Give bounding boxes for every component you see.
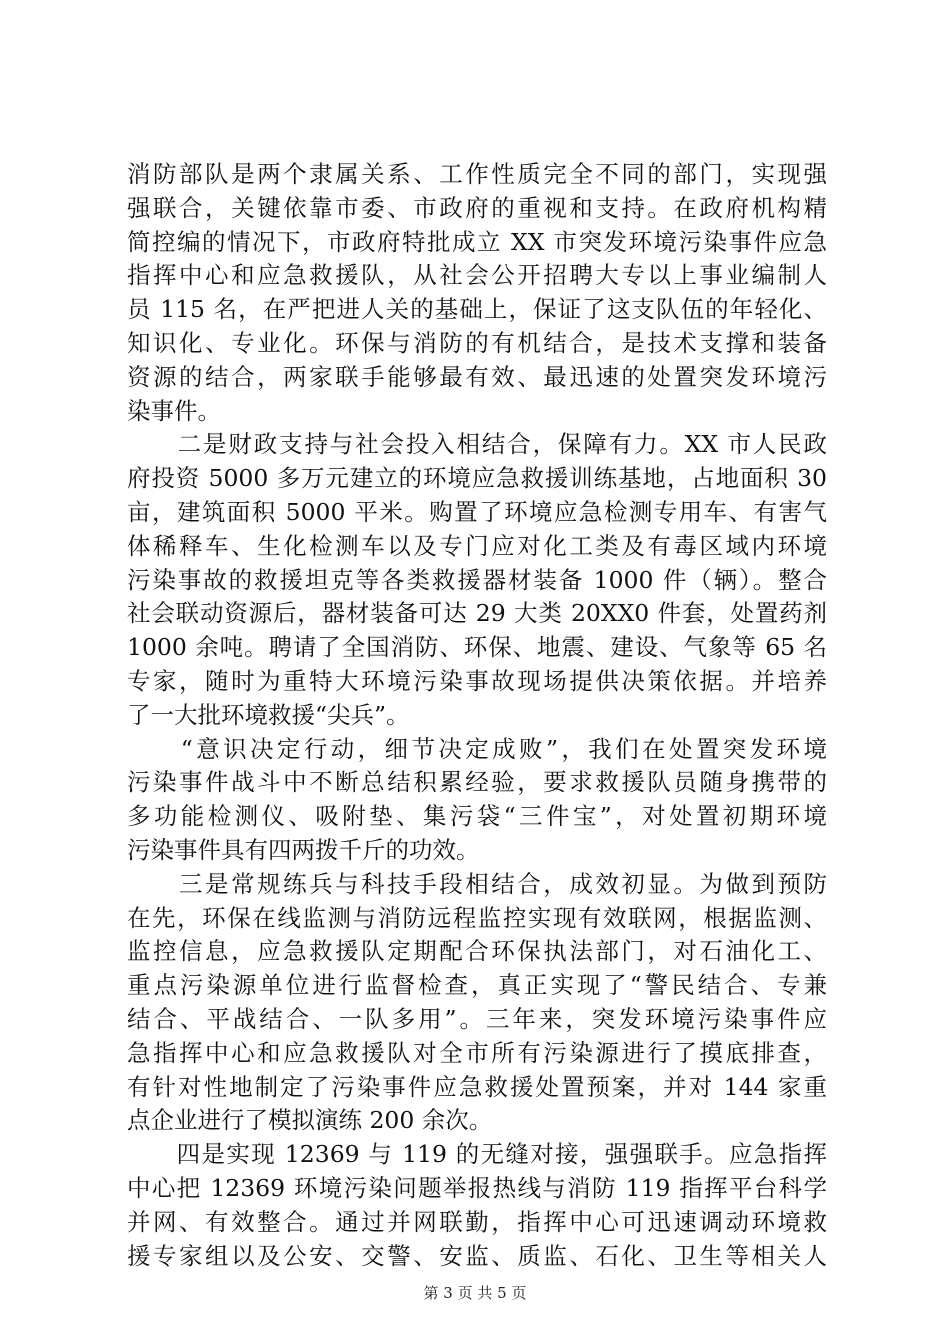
text-line: 并网、有效整合。通过并网联勤，指挥中心可迅速调动环境救 — [127, 1207, 827, 1236]
text-line: 专家，随时为重特大环境污染事故现场提供决策依据。并培养 — [127, 666, 827, 695]
text-line: 中心把 12369 环境污染问题举报热线与消防 119 指挥平台科学 — [127, 1173, 827, 1202]
text-line: 在先，环保在线监测与消防远程监控实现有效联网，根据监测、 — [127, 903, 827, 932]
text-line: 重点污染源单位进行监督检查，真正实现了“警民结合、专兼 — [127, 971, 827, 1000]
text-line: 强联合，关键依靠市委、市政府的重视和支持。在政府机构精 — [127, 193, 827, 222]
text-line: 监控信息，应急救援队定期配合环保执法部门，对石油化工、 — [127, 937, 827, 966]
text-line: 亩，建筑面积 5000 平米。购置了环境应急检测专用车、有害气 — [127, 497, 827, 526]
text-line: 污染事件具有四两拨千斤的功效。 — [127, 835, 480, 864]
text-line: 了一大批环境救援“尖兵”。 — [127, 700, 410, 729]
text-line: 体稀释车、生化检测车以及专门应对化工类及有毒区域内环境 — [127, 531, 827, 560]
text-line: 多功能检测仪、吸附垫、集污袋“三件宝”，对处置初期环境 — [127, 802, 827, 831]
text-line: 三是常规练兵与科技手段相结合，成效初显。为做到预防 — [127, 869, 827, 898]
text-line: 指挥中心和应急救援队，从社会公开招聘大专以上事业编制人 — [127, 261, 827, 290]
text-line: 资源的结合，两家联手能够最有效、最迅速的处置突发环境污 — [127, 362, 827, 391]
text-line: 结合、平战结合、一队多用”。三年来，突发环境污染事件应 — [127, 1004, 827, 1033]
text-line: 污染事件战斗中不断总结积累经验，要求救援队员随身携带的 — [127, 768, 827, 797]
text-line: 府投资 5000 多万元建立的环境应急救援训练基地，占地面积 30 — [127, 464, 827, 493]
text-line: 援专家组以及公安、交警、安监、质监、石化、卫生等相关人 — [127, 1241, 827, 1270]
text-line: 二是财政支持与社会投入相结合，保障有力。XX 市人民政 — [127, 430, 827, 459]
text-line: 有针对性地制定了污染事件应急救援处置预案，并对 144 家重 — [127, 1072, 827, 1101]
text-line: 急指挥中心和应急救援队对全市所有污染源进行了摸底排查， — [127, 1038, 827, 1067]
text-line: 员 115 名，在严把进人关的基础上，保证了这支队伍的年轻化、 — [127, 295, 827, 324]
text-line: 四是实现 12369 与 119 的无缝对接，强强联手。应急指挥 — [127, 1140, 827, 1169]
page-number: 第 3 页 共 5 页 — [423, 1284, 527, 1302]
text-line: 点企业进行了模拟演练 200 余次。 — [127, 1106, 493, 1135]
text-line: 污染事故的救援坦克等各类救援器材装备 1000 件（辆）。整合 — [127, 565, 827, 594]
text-line: 染事件。 — [127, 396, 221, 425]
text-line: 简控编的情况下，市政府特批成立 XX 市突发环境污染事件应急 — [127, 227, 827, 256]
text-line: 知识化、专业化。环保与消防的有机结合，是技术支撑和装备 — [127, 328, 827, 357]
text-line: 消防部队是两个隶属关系、工作性质完全不同的部门，实现强 — [127, 160, 827, 188]
document-body — [127, 158, 827, 1273]
text-line: 社会联动资源后，器材装备可达 29 大类 20XX0 件套，处置药剂 — [127, 599, 827, 628]
text-line: 1000 余吨。聘请了全国消防、环保、地震、建设、气象等 65 名 — [127, 633, 827, 662]
text-line: “意识决定行动，细节决定成败”，我们在处置突发环境 — [127, 734, 827, 763]
